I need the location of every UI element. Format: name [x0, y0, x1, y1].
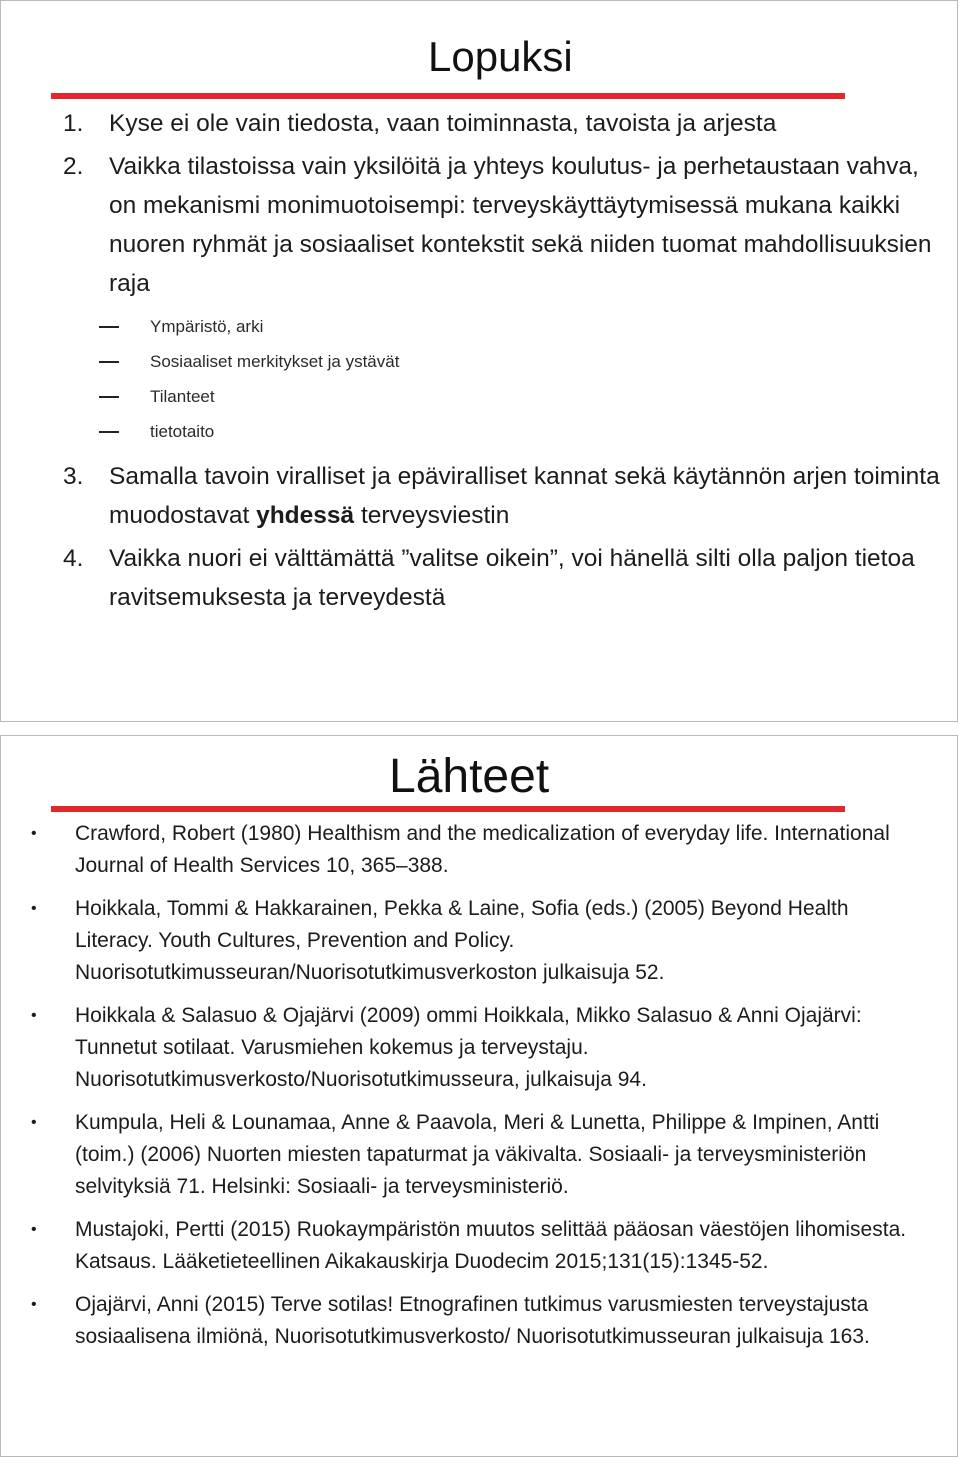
reference-item — [31, 1000, 931, 1096]
conclusion-item-1 — [63, 104, 943, 143]
item-number: 1. — [63, 110, 84, 137]
dash-icon — [99, 396, 119, 398]
bullet-icon: • — [31, 900, 37, 917]
item-text: Vaikka nuori ei välttämättä ”valitse oikein”, voi hänellä silti olla paljon tietoa ravitsemuksesta ja terveydestä — [109, 545, 915, 611]
reference-text: Crawford, Robert (1980) Healthism and the medicalization of everyday life. International Journal of Health Services 10, 365–388. — [75, 822, 890, 877]
reference-text: Mustajoki, Pertti (2015) Ruokaympäristön muutos selittää pääosan väestöjen lihomisesta. Katsaus. Lääketieteellinen Aikakauskirja Duodecim 2015;131(15):1345-52. — [75, 1218, 907, 1273]
item-text: Vaikka tilastoissa vain yksilöitä ja yhteys koulutus- ja perhetaustaan vahva, on mekanismi monimuotoisempi: terveyskäyttäytymisessä mukana kaikki nuoren ryhmät ja sosiaaliset kontekstit sekä niiden tuomat mahdollisuuksien raja — [109, 153, 932, 297]
item-number: 2. — [63, 153, 84, 180]
dash-icon — [99, 326, 119, 328]
bullet-icon: • — [31, 1221, 37, 1238]
reference-list — [31, 818, 931, 1364]
sub-list — [99, 309, 943, 449]
bullet-icon: • — [31, 825, 37, 842]
reference-text: Ojajärvi, Anni (2015) Terve sotilas! Etnografinen tutkimus varusmiesten terveystajusta sosiaalisena ilmiönä, Nuorisotutkimusverkosto/ Nuorisotutkimusseuran julkaisuja 163. — [75, 1293, 870, 1348]
item-text-emphasis: yhdessä — [256, 502, 355, 529]
reference-text: Kumpula, Heli & Lounamaa, Anne & Paavola, Meri & Lunetta, Philippe & Impinen, Antti (toim.) (2006) Nuorten miesten tapaturmat ja väkivalta. Sosiaali- ja terveysministeriön selvityksiä 71. Helsinki: Sosiaali- ja terveysministeriö. — [75, 1111, 880, 1198]
sub-item-text: tietotaito — [150, 422, 215, 441]
sub-item — [99, 309, 943, 344]
title-underline — [51, 806, 845, 812]
reference-item — [31, 893, 931, 989]
sub-item-text: Ympäristö, arki — [150, 317, 264, 336]
conclusion-item-2 — [63, 147, 943, 449]
dash-icon — [99, 361, 119, 363]
item-text: Kyse ei ole vain tiedosta, vaan toiminnasta, tavoista ja arjesta — [109, 110, 777, 137]
reference-item — [31, 818, 931, 882]
slide-lahteet — [0, 735, 958, 1457]
sub-item-text: Sosiaaliset merkitykset ja ystävät — [150, 352, 400, 371]
item-text-end: terveysviestin — [354, 502, 510, 529]
sub-item-text: Tilanteet — [150, 387, 215, 406]
reference-item — [31, 1289, 931, 1353]
sub-item — [99, 414, 943, 449]
reference-text: Hoikkala, Tommi & Hakkarainen, Pekka & Laine, Sofia (eds.) (2005) Beyond Health Literacy. Youth Cultures, Prevention and Policy. Nuorisotutkimusseuran/Nuorisotutkimusverkoston julkaisuja 52. — [75, 897, 849, 984]
conclusion-item-3 — [63, 457, 943, 535]
sub-item — [99, 344, 943, 379]
bullet-icon: • — [31, 1114, 37, 1131]
item-number: 4. — [63, 545, 84, 572]
conclusion-list — [63, 104, 943, 617]
item-text-start: Samalla tavoin viralliset ja epäviralliset kannat sekä käytännön arjen toiminta muodostavat — [109, 463, 940, 529]
reference-text: Hoikkala & Salasuo & Ojajärvi (2009) ommi Hoikkala, Mikko Salasuo & Anni Ojajärvi: Tunnetut sotilaat. Varusmiehen kokemus ja terveystaju. Nuorisotutkimusverkosto/Nuorisotutkimusseura, julkaisuja 94. — [75, 1004, 862, 1091]
slide-title-lahteet: Lähteet — [389, 750, 550, 803]
item-number: 3. — [63, 463, 84, 490]
dash-icon — [99, 431, 119, 433]
slide-lopuksi — [0, 0, 958, 722]
sub-item — [99, 379, 943, 414]
title-underline — [51, 93, 845, 99]
bullet-icon: • — [31, 1007, 37, 1024]
bullet-icon: • — [31, 1296, 37, 1313]
slide-title-lopuksi: Lopuksi — [428, 33, 573, 80]
reference-item — [31, 1214, 931, 1278]
reference-item — [31, 1107, 931, 1203]
conclusion-item-4 — [63, 539, 943, 617]
